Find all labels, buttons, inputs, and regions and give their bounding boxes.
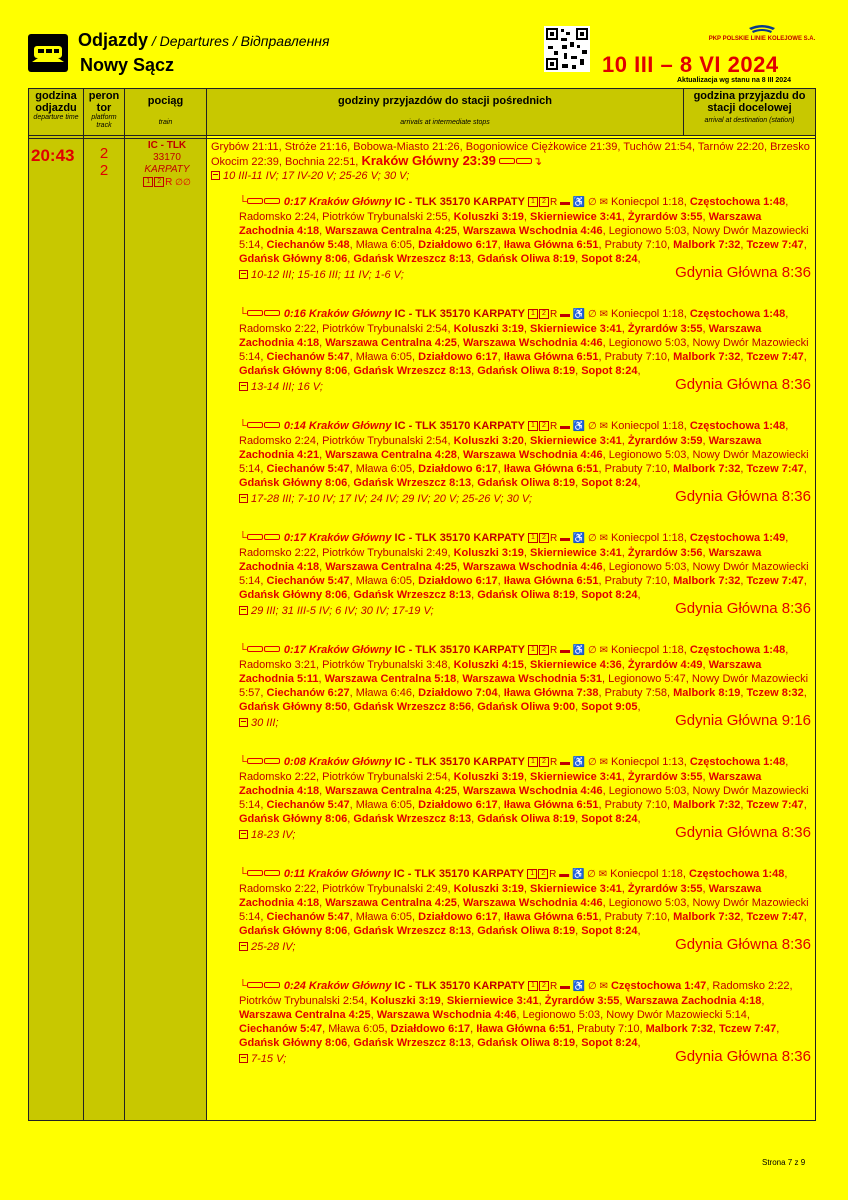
- operating-dates: [239, 604, 434, 618]
- col-shade-time: [29, 89, 83, 1120]
- track-number: 2: [99, 162, 109, 179]
- final-destination-arrival: Gdynia Główna 9:16: [675, 712, 811, 729]
- connection-train-icon: [499, 158, 515, 164]
- operating-dates: 10 III-11 IV; 17 IV-20 V; 25-26 V; 30 V;: [223, 170, 410, 182]
- page-title: [78, 30, 329, 51]
- connection-footer: [239, 938, 811, 954]
- connection-train-icon: [264, 982, 280, 988]
- connection-departure: 0:17 Kraków Główny: [283, 196, 392, 208]
- operating-dates-text: 18-23 IV;: [251, 829, 296, 841]
- connection-train-icon: [264, 534, 280, 540]
- connection-footer: [239, 714, 811, 730]
- operating-dates: [239, 828, 295, 842]
- first-class-icon: 1: [527, 869, 537, 879]
- second-class-icon: 2: [539, 421, 549, 431]
- calendar-icon: [239, 382, 248, 391]
- connection-train-icon: [247, 534, 263, 540]
- calendar-icon: [239, 830, 248, 839]
- divider: [124, 89, 125, 1120]
- facility-icons: R ▬ ♿ ∅ ✉: [549, 533, 608, 544]
- second-class-icon: 2: [539, 981, 549, 991]
- header-label: pociąg: [147, 95, 184, 107]
- connection-train-icon: [247, 422, 263, 428]
- train-number: 33170: [153, 152, 181, 163]
- train-info: [126, 140, 208, 189]
- connection-train: IC - TLK 35170 KARPATY: [394, 644, 525, 656]
- col-header-platform: [84, 89, 124, 136]
- operating-dates-text: 30 III;: [251, 717, 279, 729]
- connection-block: [239, 195, 811, 282]
- connection-train-icon: [264, 646, 280, 652]
- connection-departure: 0:14 Kraków Główny: [283, 420, 392, 432]
- col-shade-platform: [84, 89, 124, 1120]
- facility-icons: R ▬ ♿ ∅ ✉: [549, 309, 608, 320]
- second-class-icon: 2: [539, 533, 549, 543]
- branch-arrow-icon: └: [239, 308, 247, 320]
- col-shade-train: [125, 89, 206, 1120]
- connection-footer: [239, 826, 811, 842]
- connection-departure: 0:11 Kraków Główny: [283, 868, 391, 880]
- final-destination-arrival: Gdynia Główna 8:36: [675, 936, 811, 953]
- second-class-icon: 2: [539, 645, 549, 655]
- operating-dates: [239, 380, 323, 394]
- train-amenities: [126, 176, 208, 189]
- final-destination-arrival: Gdynia Główna 8:36: [675, 824, 811, 841]
- train-logo-icon: [28, 34, 68, 72]
- header-label-en: train: [158, 119, 173, 126]
- connection-train-icon: [247, 310, 263, 316]
- col-header-time: [29, 89, 83, 136]
- title-main: Odjazdy: [78, 30, 149, 50]
- calendar-icon: [239, 942, 248, 951]
- facility-icons: R ▬ ♿ ∅ ✉: [549, 421, 608, 432]
- connection-train-icon: [516, 158, 532, 164]
- main-route: [211, 140, 811, 183]
- connection-train: IC - TLK 35170 KARPATY: [394, 308, 525, 320]
- destination-arrival: Kraków Główny 23:39: [361, 153, 496, 168]
- divider: [83, 89, 84, 1120]
- header-label-en: departure time: [33, 114, 79, 121]
- connection-footer: [239, 266, 811, 282]
- operating-dates: [239, 1052, 286, 1066]
- platform-track: [94, 145, 114, 179]
- connection-train: IC - TLK 35170 KARPATY: [394, 420, 525, 432]
- connection-train-icon: [247, 870, 263, 876]
- brand-name: PKP POLSKIE LINIE KOLEJOWE S.A.: [708, 36, 816, 42]
- final-destination-arrival: Gdynia Główna 8:36: [675, 1048, 811, 1065]
- first-class-icon: 1: [528, 757, 538, 767]
- header-label-en: platform track: [91, 114, 117, 129]
- second-class-icon: 2: [539, 197, 549, 207]
- second-class-icon: 2: [539, 309, 549, 319]
- connection-train-icon: [247, 646, 263, 652]
- final-destination-arrival: Gdynia Główna 8:36: [675, 376, 811, 393]
- intermediate-stops: Grybów 21:11, Stróże 21:16, Bobowa-Miasto 21:26, Bogoniowice Ciężkowice 21:39, Tuchów 21:54, Tarnów 22:20, Brzesko Okocim 22:39, Bochnia 22:51,: [211, 141, 810, 168]
- header-label-en: arrival at destination (station): [704, 117, 795, 124]
- header-label: peron tor: [88, 90, 120, 114]
- operating-dates-text: 7-15 V;: [251, 1053, 287, 1065]
- operating-dates-text: 29 III; 31 III-5 IV; 6 IV; 30 IV; 17-19 V;: [251, 605, 434, 617]
- branch-arrow-icon: └: [239, 644, 247, 656]
- connection-departure: 0:17 Kraków Główny: [283, 644, 392, 656]
- connection-footer: [239, 378, 811, 394]
- train-name: KARPATY: [144, 164, 190, 175]
- connection-train-icon: [247, 982, 263, 988]
- connection-train-icon: [264, 198, 280, 204]
- facility-icons: R ▬ ♿ ∅ ✉: [549, 757, 608, 768]
- connection-train: IC - TLK 35170 KARPATY: [394, 980, 525, 992]
- divider: [206, 89, 207, 1120]
- connection-stops: Częstochowa 1:47, Radomsko 2:22, Piotrków Trybunalski 2:54, Koluszki 3:19, Skierniewice 3:41, Żyrardów 3:55, Warszawa Zachodnia 4:18, Warszawa Centralna 4:25, Warszawa Wschodnia 4:46, Legionowo 5:03, Nowy Dwór Mazowiecki 5:14, Ciechanów 5:47, Mława 6:05, Działdowo 6:17, Iława Główna 6:51, Prabuty 7:10, Malbork 7:32, Tczew 7:47, Gdańsk Główny 8:06, Gdańsk Wrzeszcz 8:13, Gdańsk Oliwa 8:19, Sopot 8:24,: [239, 980, 793, 1049]
- connection-departure: 0:17 Kraków Główny: [283, 532, 392, 544]
- train-category: IC - TLK: [147, 140, 187, 151]
- final-destination-arrival: Gdynia Główna 8:36: [675, 488, 811, 505]
- connection-footer: [239, 602, 811, 618]
- calendar-icon: [211, 171, 220, 180]
- first-class-icon: 1: [528, 645, 538, 655]
- connection-stops: Koniecpol 1:18, Częstochowa 1:48, Radomsko 3:21, Piotrków Trybunalski 3:48, Koluszki 4:15, Skierniewice 4:36, Żyrardów 4:49, Warszawa Zachodnia 5:11, Warszawa Centralna 5:18, Warszawa Wschodnia 5:31, Legionowo 5:47, Nowy Dwór Mazowiecki 5:57, Ciechanów 6:27, Mława 6:46, Działdowo 7:04, Iława Główna 7:38, Prabuty 7:58, Malbork 8:19, Tczew 8:32, Gdańsk Główny 8:50, Gdańsk Wrzeszcz 8:56, Gdańsk Oliwa 9:00, Sopot 9:05,: [239, 644, 809, 713]
- connection-arrow-icon: ↴: [532, 156, 543, 168]
- header-label: godzina przyjazdu do stacji docelowej: [693, 90, 806, 114]
- connection-stops: Koniecpol 1:18, Częstochowa 1:48, Radomsko 2:24, Piotrków Trybunalski 2:55, Koluszki 3:19, Skierniewice 3:41, Żyrardów 3:55, Warszawa Zachodnia 4:18, Warszawa Centralna 4:25, Warszawa Wschodnia 4:46, Legionowo 5:03, Nowy Dwór Mazowiecki 5:14, Ciechanów 5:48, Mława 6:05, Działdowo 6:17, Iława Główna 6:51, Prabuty 7:10, Malbork 7:32, Tczew 7:47, Gdańsk Główny 8:06, Gdańsk Wrzeszcz 8:13, Gdańsk Oliwa 8:19, Sopot 8:24,: [239, 196, 809, 265]
- operating-dates: [239, 268, 404, 282]
- operating-dates: [239, 716, 279, 730]
- first-class-icon: 1: [143, 177, 153, 187]
- connection-block: [239, 419, 811, 506]
- connection-stops: Koniecpol 1:18, Częstochowa 1:48, Radomsko 2:24, Piotrków Trybunalski 2:54, Koluszki 3:20, Skierniewice 3:41, Żyrardów 3:59, Warszawa Zachodnia 4:21, Warszawa Centralna 4:28, Warszawa Wschodnia 4:46, Legionowo 5:03, Nowy Dwór Mazowiecki 5:14, Ciechanów 5:47, Mława 6:05, Działdowo 6:17, Iława Główna 6:51, Prabuty 7:10, Malbork 7:32, Tczew 7:47, Gdańsk Główny 8:06, Gdańsk Wrzeszcz 8:13, Gdańsk Oliwa 8:19, Sopot 8:24,: [239, 420, 809, 489]
- connection-train: IC - TLK 35170 KARPATY: [394, 196, 525, 208]
- connection-train: IC - TLK 35170 KARPATY: [393, 868, 525, 880]
- second-class-icon: 2: [538, 869, 548, 879]
- reservation-mark: R: [165, 177, 173, 188]
- first-class-icon: 1: [528, 197, 538, 207]
- connection-train-icon: [264, 758, 280, 764]
- connection-departure: 0:08 Kraków Główny: [283, 756, 392, 768]
- first-class-icon: 1: [528, 981, 538, 991]
- second-class-icon: 2: [539, 757, 549, 767]
- operating-dates-text: 25-28 IV;: [251, 941, 296, 953]
- final-destination-arrival: Gdynia Główna 8:36: [675, 600, 811, 617]
- branch-arrow-icon: └: [239, 756, 247, 768]
- branch-arrow-icon: └: [239, 196, 247, 208]
- validity-range: 10 III – 8 VI 2024: [602, 52, 779, 77]
- header-label: godzina odjazdu: [35, 90, 77, 114]
- departures-table: [28, 88, 816, 1121]
- connection-block: [239, 643, 811, 730]
- first-class-icon: 1: [528, 533, 538, 543]
- first-class-icon: 1: [528, 309, 538, 319]
- facility-icons: R ▬ ♿ ∅ ✉: [549, 869, 608, 880]
- calendar-icon: [239, 270, 248, 279]
- second-class-icon: 2: [154, 177, 164, 187]
- operating-dates: [239, 940, 295, 954]
- connection-train-icon: [247, 758, 263, 764]
- branch-arrow-icon: └: [239, 980, 247, 992]
- final-destination-arrival: Gdynia Główna 8:36: [675, 264, 811, 281]
- connection-train: IC - TLK 35170 KARPATY: [394, 756, 525, 768]
- col-header-dest: [684, 89, 815, 136]
- connection-block: [239, 307, 811, 394]
- pkp-wings-icon: [747, 24, 777, 34]
- calendar-icon: [239, 1054, 248, 1063]
- connection-train-icon: [264, 422, 280, 428]
- first-class-icon: 1: [528, 421, 538, 431]
- col-header-stops: [207, 89, 683, 141]
- facility-icons: R ▬ ♿ ∅ ✉: [549, 645, 608, 656]
- update-note: Aktualizacja wg stanu na 8 III 2024: [677, 77, 791, 84]
- connection-block: [239, 531, 811, 618]
- connection-departure: 0:24 Kraków Główny: [283, 980, 392, 992]
- pkp-logo: [706, 24, 818, 42]
- connection-block: [239, 867, 811, 954]
- departure-time: 20:43: [31, 146, 75, 165]
- connection-departure: 0:16 Kraków Główny: [283, 308, 392, 320]
- platform-number: 2: [99, 145, 109, 162]
- connection-block: [239, 979, 811, 1066]
- operating-dates: [239, 492, 532, 506]
- col-header-train: [125, 89, 206, 141]
- connection-footer: [239, 490, 811, 506]
- connection-train-icon: [264, 870, 280, 876]
- header-label-en: arrivals at intermediate stops: [400, 119, 490, 126]
- bicycle-icon: ∅∅: [175, 177, 191, 187]
- connection-train: IC - TLK 35170 KARPATY: [394, 532, 525, 544]
- connection-train-icon: [247, 198, 263, 204]
- facility-icons: R ▬ ♿ ∅ ✉: [549, 981, 608, 992]
- facility-icons: R ▬ ♿ ∅ ✉: [549, 197, 608, 208]
- header-label: godziny przyjazdów do stacji pośrednich: [338, 95, 552, 107]
- connection-train-icon: [264, 310, 280, 316]
- qr-code-icon: [544, 26, 590, 72]
- connection-stops: Koniecpol 1:13, Częstochowa 1:48, Radomsko 2:22, Piotrków Trybunalski 2:54, Koluszki 3:19, Skierniewice 3:41, Żyrardów 3:55, Warszawa Zachodnia 4:18, Warszawa Centralna 4:25, Warszawa Wschodnia 4:46, Legionowo 5:03, Nowy Dwór Mazowiecki 5:14, Ciechanów 5:47, Mława 6:05, Działdowo 6:17, Iława Główna 6:51, Prabuty 7:10, Malbork 7:32, Tczew 7:47, Gdańsk Główny 8:06, Gdańsk Wrzeszcz 8:13, Gdańsk Oliwa 8:19, Sopot 8:24,: [239, 756, 809, 825]
- operating-dates-text: 10-12 III; 15-16 III; 11 IV; 1-6 V;: [251, 269, 404, 281]
- branch-arrow-icon: └: [239, 868, 247, 880]
- connection-footer: [239, 1050, 811, 1066]
- operating-dates-text: 17-28 III; 7-10 IV; 17 IV; 24 IV; 29 IV; 20 V; 25-26 V; 30 V;: [251, 493, 533, 505]
- calendar-icon: [239, 718, 248, 727]
- station-name: Nowy Sącz: [80, 55, 175, 75]
- branch-arrow-icon: └: [239, 420, 247, 432]
- operating-dates-text: 13-14 III; 16 V;: [251, 381, 323, 393]
- title-translations: / Departures / Відправлення: [148, 33, 330, 49]
- calendar-icon: [239, 606, 248, 615]
- calendar-icon: [239, 494, 248, 503]
- connection-stops: Koniecpol 1:18, Częstochowa 1:48, Radomsko 2:22, Piotrków Trybunalski 2:54, Koluszki 3:19, Skierniewice 3:41, Żyrardów 3:55, Warszawa Zachodnia 4:18, Warszawa Centralna 4:25, Warszawa Wschodnia 4:46, Legionowo 5:03, Nowy Dwór Mazowiecki 5:14, Ciechanów 5:47, Mława 6:05, Działdowo 6:17, Iława Główna 6:51, Prabuty 7:10, Malbork 7:32, Tczew 7:47, Gdańsk Główny 8:06, Gdańsk Wrzeszcz 8:13, Gdańsk Oliwa 8:19, Sopot 8:24,: [239, 308, 809, 377]
- page-number: Strona 7 z 9: [762, 1158, 806, 1167]
- connection-block: [239, 755, 811, 842]
- connection-stops: Koniecpol 1:18, Częstochowa 1:48, Radomsko 2:22, Piotrków Trybunalski 2:49, Koluszki 3:19, Skierniewice 3:41, Żyrardów 3:55, Warszawa Zachodnia 4:18, Warszawa Centralna 4:25, Warszawa Wschodnia 4:46, Legionowo 5:03, Nowy Dwór Mazowiecki 5:14, Ciechanów 5:47, Mława 6:05, Działdowo 6:17, Iława Główna 6:51, Prabuty 7:10, Malbork 7:32, Tczew 7:47, Gdańsk Główny 8:06, Gdańsk Wrzeszcz 8:13, Gdańsk Oliwa 8:19, Sopot 8:24,: [239, 868, 809, 937]
- branch-arrow-icon: └: [239, 532, 247, 544]
- connection-stops: Koniecpol 1:18, Częstochowa 1:49, Radomsko 2:22, Piotrków Trybunalski 2:49, Koluszki 3:19, Skierniewice 3:41, Żyrardów 3:56, Warszawa Zachodnia 4:18, Warszawa Centralna 4:25, Warszawa Wschodnia 4:46, Legionowo 5:03, Nowy Dwór Mazowiecki 5:14, Ciechanów 5:47, Mława 6:05, Działdowo 6:17, Iława Główna 6:51, Prabuty 7:10, Malbork 7:32, Tczew 7:47, Gdańsk Główny 8:06, Gdańsk Wrzeszcz 8:13, Gdańsk Oliwa 8:19, Sopot 8:24,: [239, 532, 809, 601]
